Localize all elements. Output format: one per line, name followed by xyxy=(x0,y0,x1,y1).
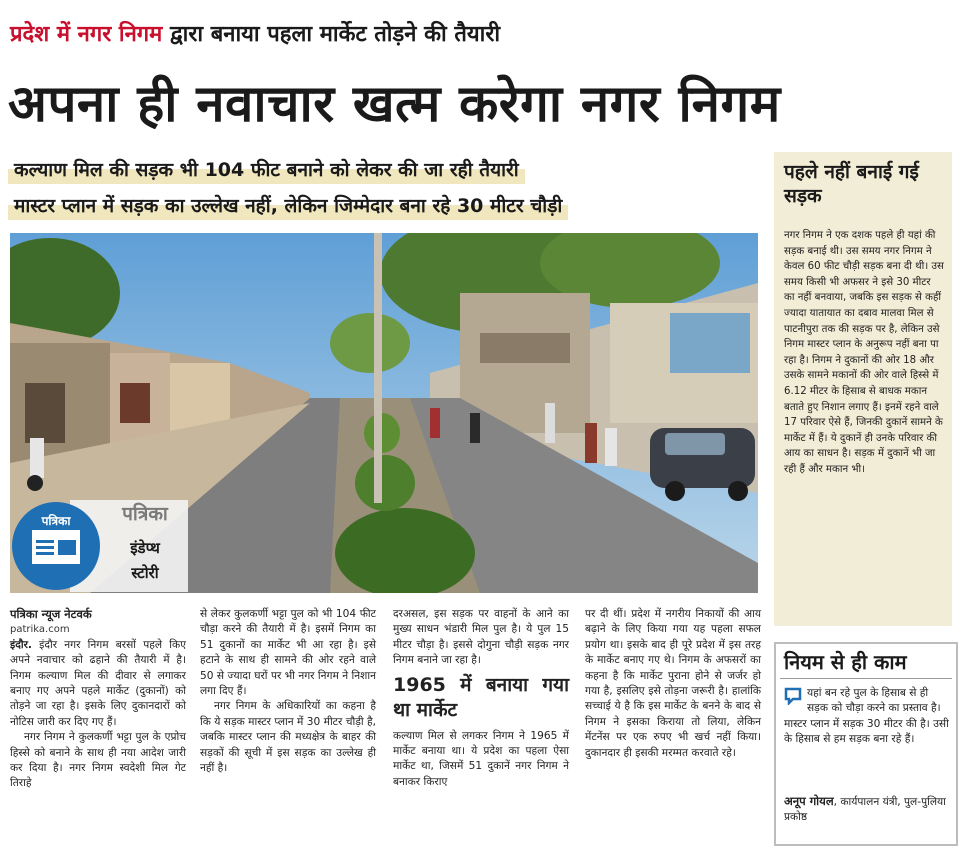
col1-para-1 xyxy=(10,638,186,730)
subhead-1965: 1965 में बनाया गया था मार्केट xyxy=(393,673,569,721)
quote-icon xyxy=(784,687,802,705)
quote-author-role: , कार्यपालन यंत्री, पुल-पुलिया प्रकोष्ठ xyxy=(784,796,946,824)
col4-para-1: पर दी थीं। प्रदेश में नगरीय निकायों की आय बढ़ाने के लिए किया गया यह पहला सफल प्रयोग था। इसके बाद ही पूरे प्रदेश में इस तरह के मार्केट बनाए गए थे। निगम के अफसरों का कहना है कि मार्केट पुराना होने से जर्जर हो गया है, इसलिए इसे तोड़ना जरूरी है। हालांकि सच्चाई ये है कि इस मार्केट के बनने के बाद से निगम ने इसका किराया तो लिया, लेकिन मेंटनेंस पर एक रुपए भी खर्च नहीं किया। दुकानदार ही इसकी मरम्मत करवाते रहे। xyxy=(585,608,761,759)
patrika-logo-icon xyxy=(10,500,188,592)
col3-para-2: कल्याण मिल से लगकर निगम ने 1965 में मार्केट बनाया था। ये प्रदेश का पहला ऐसा मार्केट था, जिसमें 51 दुकानें नगर निगम ने बनाकर किराए xyxy=(393,729,569,788)
kicker-highlight: प्रदेश में नगर निगम xyxy=(10,22,163,47)
col2-para-1: से लेकर कुलकर्णी भट्टा पुल को भी 104 फीट चौड़ा करने की तैयारी में है। इसमें निगम का 51 दुकानों का मार्केट भी आ रहा है। इसे हटाने के साथ ही सामने की ओर रहने वाले 50 से ज्यादा घरों पर भी नगर निगम ने निशान लगा दिए हैं। xyxy=(200,608,376,698)
kicker-line xyxy=(10,18,500,48)
headline: अपना ही नवाचार खत्म करेगा नगर निगम xyxy=(8,75,781,134)
deck-line-1: कल्याण मिल की सड़क भी 104 फीट बनाने को लेकर की जा रही तैयारी xyxy=(8,154,525,184)
quote-body xyxy=(784,686,950,748)
col1-para-1-text: इंदौर नगर निगम बरसों पहले किए अपने नवाचार को ढहाने की तैयारी में है। निगम कल्याण मिल की दीवार से लगाकर बनाए गए अपने पहले मार्केट (दुकानों) को तोड़ने जा रहा है। इसके लिए दुकानदारों को नोटिस जारी कर दिए गए हैं। xyxy=(10,638,186,728)
quote-box-divider xyxy=(780,678,952,679)
logo-brand-text: पत्रिका xyxy=(122,503,168,525)
col3-para-1: दरअसल, इस सड़क पर वाहनों के आने का मुख्य साधन भंडारी मिल पुल है। ये पुल 15 मीटर चौड़ा है। इससे दोगुना चौड़ी सड़क नगर निगम बनाने जा रहा है। xyxy=(393,608,569,667)
dateline: इंदौर. xyxy=(10,638,32,651)
quote-box-title: नियम से ही काम xyxy=(784,650,907,674)
logo-small-text: पत्रिका xyxy=(41,514,71,528)
quote-attribution xyxy=(784,794,950,826)
quote-box xyxy=(774,642,958,846)
col1-para-2: नगर निगम ने कुलकर्णी भट्टा पुल के एप्रोच हिस्से को बनाने के साथ ही नया आदेश जारी कर दिया है। नगर निगम स्वदेशी मिल गेट तिराहे xyxy=(10,731,186,790)
sidebar-title: पहले नहीं बनाई गई सड़क xyxy=(784,161,919,207)
byline: पत्रिका न्यूज नेटवर्क xyxy=(10,607,92,621)
logo-story-text: स्टोरी xyxy=(131,564,159,582)
col2-para-2: नगर निगम के अधिकारियों का कहना है कि ये सड़क मास्टर प्लान में 30 मीटर चौड़ी है, जबकि मास्टर प्लान की मध्यक्षेत्र के बाहर की सड़कों की सूची में इस सड़क का उल्लेख ही नहीं है। xyxy=(200,700,376,775)
sidebar-body: नगर निगम ने एक दशक पहले ही यहां की सड़क बनाई थी। उस समय नगर निगम ने केवल 60 फीट चौड़ी सड़क बना दी थी। उस समय किसी भी अफसर ने इसे 30 मीटर का नहीं बनवाया, जबकि इस सड़क से कहीं ज्यादा यातायात का दबाव मालवा मिल से पाटनीपुरा तक की सड़क पर है, लेकिन उसे निगम मास्टर प्लान के अनुरूप नहीं बना पा रहा है। निगम ने दुकानों की ओर 18 और उसके सामने मकानों की ओर वाले हिस्से में 6.12 मीटर के हिसाब से बाधक मकान बताते हुए निशान लगाए हैं। इनमें रहने वाले 17 परिवार ऐसे हैं, जिनकी दुकानें सामने के मार्केट में हैं। ये दुकानें ही उनके परिवार की आय का साधन है। सड़क में दुकानें भी जा रही हैं और मकान भी। xyxy=(784,230,944,475)
deck-line-2: मास्टर प्लान में सड़क का उल्लेख नहीं, लेकिन जिम्मेदार बना रहे 30 मीटर चौड़ी xyxy=(8,190,568,220)
article-column-4 xyxy=(585,607,761,761)
sidebar-box xyxy=(774,152,952,626)
patrika-indepth-badge xyxy=(10,500,188,592)
byline-site: patrika.com xyxy=(10,624,70,636)
article-column-1 xyxy=(10,607,186,792)
kicker-text: द्वारा बनाया पहला मार्केट तोड़ने की तैयारी xyxy=(162,22,501,47)
article-column-2 xyxy=(200,607,376,776)
logo-indepth-text: इंडेप्थ xyxy=(130,539,160,557)
quote-author: अनूप गोयल xyxy=(784,794,834,808)
article-column-3 xyxy=(393,607,569,790)
quote-text: यहां बन रहे पुल के हिसाब से ही सड़क को चौड़ा करने का प्रस्ताव है। मास्टर प्लान में सड़क 30 मीटर की है। उसी के हिसाब से हम सड़क बना रहे हैं। xyxy=(784,687,949,746)
